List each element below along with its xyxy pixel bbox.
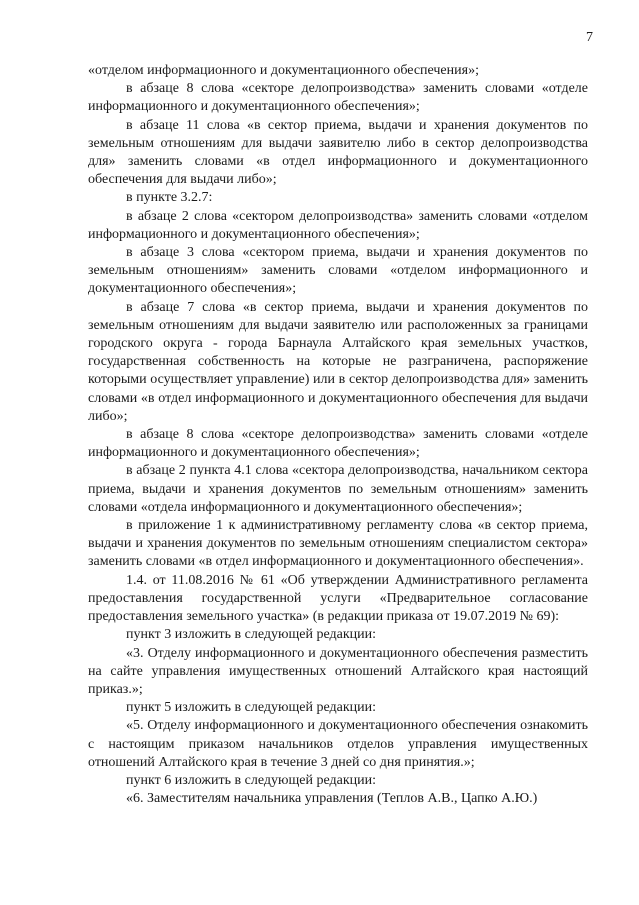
paragraph: «5. Отделу информационного и документационного обеспечения ознакомить с настоящим приказом начальников отделов управления имущественных отношений Алтайского края в течение 3 дней со дня принятия.»; bbox=[88, 718, 588, 770]
page-number: 7 bbox=[586, 30, 593, 45]
paragraph: в пункте 3.2.7: bbox=[126, 190, 213, 206]
paragraph: в приложение 1 к административному регламенту слова «в сектор приема, выдачи и хранения документов по земельным отношениям специалистом сектора» заменить словами «в отдел информационного и документационного обеспечения». bbox=[88, 518, 588, 570]
paragraph: в абзаце 11 слова «в сектор приема, выдачи и хранения документов по земельным отношениям для выдачи заявителю либо в сектор делопроизводства для» заменить словами «в отдел информационного и документационного обеспечения для выдачи либо»; bbox=[88, 117, 588, 188]
paragraph: в абзаце 3 слова «сектором приема, выдачи и хранения документов по земельным отношениям» заменить словами «отделом информационного и документационного обеспечения»; bbox=[88, 245, 588, 297]
paragraph: в абзаце 8 слова «секторе делопроизводства» заменить словами «отделе информационного и документационного обеспечения»; bbox=[88, 427, 588, 461]
paragraph: в абзаце 7 слова «в сектор приема, выдачи и хранения документов по земельным отношениям для выдачи заявителю или расположенных за границами городского округа - города Барнаула Алтайского края земельных участков, государственная собственность на которые не разграничена, распоряжение которыми осуществляет управление) или в сектор делопроизводства для» заменить словами «в отдел информационного и документационного обеспечения для выдачи либо»; bbox=[88, 299, 588, 424]
paragraph: «6. Заместителям начальника управления (Теплов А.В., Цапко А.Ю.) bbox=[126, 791, 538, 807]
paragraph: в абзаце 8 слова «секторе делопроизводства» заменить словами «отделе информационного и документационного обеспечения»; bbox=[88, 81, 588, 115]
paragraph: в абзаце 2 пункта 4.1 слова «сектора делопроизводства, начальником сектора приема, выдачи и хранения документов по земельным отношениям» заменить словами «отдела информационного и документационного обеспечения»; bbox=[88, 463, 588, 515]
document-body bbox=[88, 62, 588, 808]
paragraph: пункт 5 изложить в следующей редакции: bbox=[126, 700, 376, 716]
paragraph: в абзаце 2 слова «сектором делопроизводства» заменить словами «отделом информационного и документационного обеспечения»; bbox=[88, 208, 588, 242]
paragraph: «отделом информационного и документационного обеспечения»; bbox=[88, 63, 479, 78]
paragraph: «3. Отделу информационного и документационного обеспечения разместить на сайте управления имущественных отношений Алтайского края настоящий приказ.»; bbox=[88, 645, 588, 697]
paragraph: 1.4. от 11.08.2016 № 61 «Об утверждении Административного регламента предоставления государственной услуги «Предварительное согласование предоставления земельного участка» (в редакции приказа от 19.07.2019 № 69): bbox=[88, 572, 588, 625]
paragraph: пункт 6 изложить в следующей редакции: bbox=[126, 772, 376, 788]
paragraph: пункт 3 изложить в следующей редакции: bbox=[126, 627, 376, 643]
